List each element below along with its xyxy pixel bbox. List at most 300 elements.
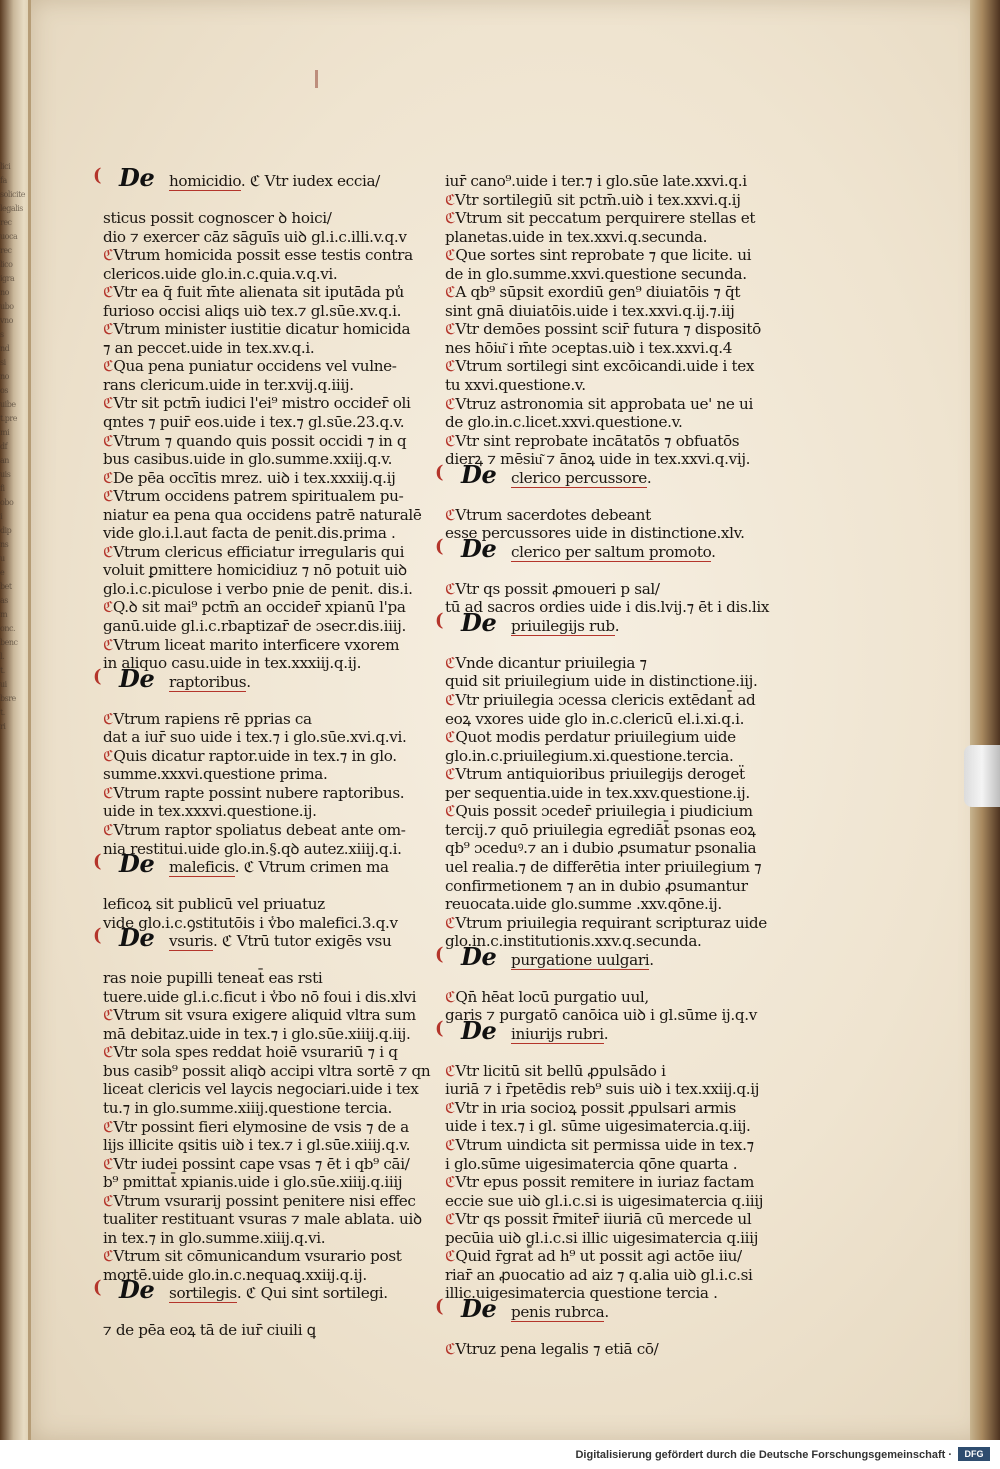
text-line (103, 728, 415, 747)
text-line (445, 710, 763, 729)
text-line (445, 1062, 763, 1081)
line-text: Vtr sortilegiū sit pctm̄.uiꝺ i tex.xxvi.q.ij (454, 190, 741, 209)
paragraph-mark-icon: ℭ (103, 394, 114, 413)
paragraph-mark-icon: ℭ (103, 1154, 114, 1173)
text-line (103, 339, 415, 358)
paragraph-mark-icon: ℭ (103, 246, 114, 265)
rubric-heading (93, 163, 415, 209)
text-line (445, 821, 763, 840)
rubric-text: . (604, 1302, 609, 1321)
text-line (445, 1340, 763, 1359)
line-text: Vtr in ıria socioꝝ possit ꝓpulsari armis (454, 1098, 737, 1117)
line-text: Vtrum raptor spoliatus debeat ante om- (113, 820, 406, 839)
text-line (445, 228, 763, 247)
line-text: Vtrum ⁊ quando quis possit occidi ⁊ in q (113, 431, 407, 450)
line-text: dierꝝ ⁊ mēsiu͂ ⁊ ānoꝝ uide in tex.xxvi.q.vij. (445, 450, 751, 469)
line-text: dat a iur̄ suo uide i tex.⁊ i glo.sūe.xvi.q.vi. (103, 728, 407, 747)
de-initial: De (461, 459, 497, 489)
text-line (445, 839, 763, 858)
line-text: lijs illicite qsitis uiꝺ i tex.⁊ i gl.sūe.xiiij.q.v. (103, 1136, 411, 1155)
text-line (445, 691, 763, 710)
paragraph-mark-icon: ℭ (445, 190, 455, 209)
text-line (445, 413, 763, 432)
text-line (445, 191, 763, 210)
line-text: Vtrum rapte possint nubere raptoribus. (113, 783, 405, 802)
text-line (445, 784, 763, 803)
text-line (445, 913, 767, 933)
de-initial: De (461, 941, 497, 971)
line-text: iur̄ cano⁹.uide i ter.⁊ i glo.sūe late.xxvi.q.i (445, 172, 747, 190)
text-line (445, 1210, 763, 1229)
paragraph-mark-icon: ℭ (103, 542, 114, 561)
line-text: Vtrum occidens patrem spiritualem pu- (113, 487, 404, 506)
line-text: Vtr iudei possint cape vsas ⁊ ēt i qb⁹ cāi/ (113, 1154, 410, 1173)
text-line (103, 524, 415, 543)
text-line (445, 988, 763, 1007)
text-line (445, 283, 763, 302)
line-text: Vnde dicantur priuilegia ⁊ (455, 653, 647, 672)
line-text: vide glo.i.c.ꝯstitutōis i v̾bo malefici.3.q.v (103, 913, 398, 932)
line-text: Vtr licitū sit bellū ꝓpulsādo i (455, 1061, 666, 1080)
line-text: Vtrum sit peccatum perquirere stellas et (455, 209, 756, 228)
paragraph-mark-icon: ℭ (445, 246, 456, 265)
line-text: per sequentia.uide in tex.xxv.questione.ij. (445, 783, 750, 802)
rubric-capitulum-icon: ( (435, 1295, 444, 1317)
line-text: Vtr epus possit remitere in iuriaz factam (455, 1173, 755, 1192)
line-text: De pēa occītis mrez. uiꝺ i tex.xxxiij.q.ij (112, 468, 396, 487)
text-line (103, 580, 415, 599)
text-line (103, 1025, 415, 1044)
line-text: niatur ea pena qua occidens patrē naturalē (103, 505, 422, 524)
paragraph-mark-icon: ℭ (445, 1247, 456, 1266)
rubric-text: . (246, 672, 251, 691)
line-text: uide in tex.xxxvi.questione.ij. (103, 802, 317, 821)
text-column-left (93, 163, 431, 1340)
text-line (445, 376, 763, 395)
text-line (103, 747, 415, 766)
text-line (103, 636, 415, 655)
line-text: mā debitaz.uide in tex.⁊ i glo.sūe.xiiij.q.iij. (103, 1024, 411, 1043)
text-line (445, 246, 763, 265)
rubric-title: homicidio (169, 172, 241, 190)
de-initial: De (461, 607, 497, 637)
line-text: Q.ꝺ sit mai⁹ pctm̄ an occider̄ xpianū l'pa (112, 598, 406, 617)
line-text: quid sit priuilegium uide in distinctione.iij. (445, 672, 758, 691)
text-line (103, 394, 415, 413)
text-line (103, 1136, 415, 1155)
paragraph-mark-icon: ℭ (103, 487, 114, 506)
rubric-capitulum-icon: ( (93, 665, 102, 687)
line-text: de glo.in.c.licet.xxvi.questione.v. (445, 413, 683, 432)
text-line (103, 710, 415, 729)
line-text: ⁊ an peccet.uide in tex.xv.q.i. (103, 338, 315, 357)
paragraph-mark-icon: ℭ (103, 1117, 114, 1136)
text-line (103, 821, 415, 840)
paragraph-mark-icon: ℭ (445, 765, 456, 784)
line-text: Vtr priuilegia ɔcessa clericis extēdant̄ ad (455, 691, 756, 710)
line-text: Vtrum sit vsura exigere aliquid vltra sum (113, 1006, 416, 1025)
text-line (445, 1247, 763, 1266)
line-text: Vtrum sit cōmunicandum vsurario post (113, 1247, 402, 1266)
text-line (103, 450, 415, 469)
paragraph-mark-icon: ℭ (445, 1061, 456, 1080)
line-text: tuere.uide gl.i.c.ficut i v̾bo nō foui i dis.xlvi (103, 987, 417, 1006)
text-line (445, 1266, 763, 1285)
line-text: tū ad sacros ordies uide i dis.lvij.⁊ ēt i dis.lix (445, 598, 770, 617)
line-text: nes hōiu͂ i m̄te ɔceptas.uiꝺ i tex.xxvi.q.4 (445, 338, 733, 357)
text-line (445, 672, 763, 691)
line-text: clericos.uide glo.in.c.quia.v.q.vi. (103, 264, 338, 283)
line-text: voluit ꝑmittere homicidiuz ⁊ nō potuit uiꝺ (103, 561, 407, 580)
text-line (103, 228, 415, 247)
text-line (445, 320, 763, 339)
line-text: planetas.uide in tex.xxvi.q.secunda. (445, 227, 708, 246)
paragraph-mark-icon: ℭ (103, 746, 114, 765)
line-text: riar̄ an ꝓuocatio ad aiz ⁊ q.alia uiꝺ gl.i.c.si (445, 1265, 753, 1284)
rubric-text: . (711, 542, 716, 561)
text-line (445, 1117, 763, 1136)
rubric-heading (93, 1275, 415, 1321)
rubric-capitulum-icon: ( (435, 535, 444, 557)
paragraph-mark-icon: ℭ (103, 1043, 114, 1062)
funding-credit: Digitalisierung gefördert durch die Deutsche Forschungsgemeinschaft · (575, 1449, 952, 1461)
text-line (103, 265, 415, 284)
rubric-text: . (614, 616, 620, 635)
paragraph-mark-icon: ℭ (445, 579, 456, 598)
paragraph-mark-icon: ℭ (445, 1135, 456, 1154)
line-text: sint gnā diuiatōis.uide i tex.xxvi.q.ij.⁊.iij (445, 301, 735, 320)
de-initial: De (119, 923, 155, 953)
rubric-text: . ℭ Qui sint sortilegi. (236, 1284, 388, 1303)
paragraph-mark-icon: ℭ (103, 283, 114, 302)
text-line (103, 320, 415, 339)
text-line (103, 505, 422, 525)
text-line (103, 469, 415, 488)
line-text: glo.in.c.institutionis.xxv.q.secunda. (445, 932, 702, 951)
line-text: Vtrum sacerdotes debeant (455, 505, 651, 524)
paragraph-mark-icon: ℭ (103, 635, 114, 654)
text-line (103, 1061, 431, 1081)
text-line (103, 561, 415, 580)
rubric-text: . ℭ Vtr iudex eccia/ (240, 172, 380, 190)
line-text: bus casibus.uide in glo.summe.xxiij.q.v. (103, 450, 393, 469)
paragraph-mark-icon: ℭ (445, 394, 456, 413)
rubric-heading (93, 923, 415, 969)
paragraph-mark-icon: ℭ (445, 320, 456, 339)
facing-page-text: lici fa solicite legalis rec uoca rec lico igra no ubo vno s nd si no os uibe t.pre mi df an uis fi obo i dip ns u e bet as m onc. benc l. t. ui bsre t. ri (0, 162, 26, 731)
paragraph-mark-icon: ℭ (103, 431, 114, 450)
rubric-capitulum-icon: ( (435, 1017, 444, 1039)
paragraph-mark-icon: ℭ (445, 653, 456, 672)
paragraph-mark-icon: ℭ (445, 1173, 456, 1192)
rubric-title: purgatione uulgari (511, 950, 650, 969)
line-text: A qb⁹ sūpsit exordiū gen⁹ diuiatōis ⁊ q̄t (455, 283, 741, 302)
line-text: vide glo.i.l.aut facta de penit.dis.prima . (103, 524, 396, 543)
text-line (103, 246, 415, 265)
text-line (445, 1229, 763, 1248)
text-line (445, 432, 763, 451)
paragraph-mark-icon: ℭ (445, 802, 456, 821)
line-text: eoꝝ vxores uide glo in.c.clericū el.i.xi.q.i. (445, 709, 745, 728)
line-text: uel realia.⁊ de differētia inter priuilegium ⁊ (445, 857, 762, 876)
rubric-text: . (646, 468, 652, 487)
text-line (445, 580, 763, 599)
paragraph-mark-icon: ℭ (445, 1339, 456, 1358)
paragraph-mark-icon: ℭ (103, 1191, 114, 1210)
line-text: in tex.⁊ in glo.summe.xiiij.q.vi. (103, 1228, 326, 1247)
line-text: Vtrum rapiens rē pprias ca (113, 709, 312, 728)
text-line (445, 339, 763, 358)
rubric-title: sortilegis (169, 1284, 237, 1303)
rubric-text: . ℭ Vtrū tutor exigēs vsu (212, 932, 392, 951)
rubric-capitulum-icon: ( (93, 1277, 102, 1299)
line-text: reuocata.uide glo.summe .xxv.qōne.ij. (445, 895, 722, 914)
line-text: Vtr qs possit ꝓmoueri p sal/ (455, 579, 660, 598)
rubric-capitulum-icon: ( (435, 461, 444, 483)
text-line (103, 1080, 419, 1099)
paragraph-mark-icon: ℭ (103, 598, 113, 617)
line-text: Vtrum homicida possit esse testis contra (113, 246, 413, 265)
line-text: tu xxvi.questione.v. (445, 376, 586, 395)
text-line (103, 1043, 415, 1062)
line-text: b⁹ pmittat̄ xpianis.uide i glo.sūe.xiiij.q.iiij (103, 1173, 403, 1192)
line-text: tu.⁊ in glo.summe.xiiij.questione tercia. (103, 1098, 392, 1117)
rubric-title: penis rubrca (511, 1302, 605, 1321)
de-initial: De (119, 849, 155, 879)
text-line (103, 988, 415, 1007)
line-text: Vtr qs possit r̄miter̄ iiuriā cū mercede ul (455, 1210, 752, 1229)
footer-bar (0, 1440, 1000, 1469)
rubric-title: raptoribus (169, 672, 247, 691)
paragraph-mark-icon: ℭ (103, 709, 114, 728)
text-line (445, 172, 763, 191)
text-line (103, 1155, 415, 1174)
line-text: nia restitui.uide glo.in.§.qꝺ autez.xiiij.q.i. (103, 839, 402, 858)
line-text: esse percussores uide in distinctione.xlv. (445, 524, 745, 543)
text-line (445, 877, 763, 896)
text-line (103, 1210, 422, 1229)
text-column-right (435, 172, 770, 1358)
line-text: ⁊ de pēa eoꝝ tā de iur̄ ciuili ꝗ (103, 1321, 316, 1340)
line-text: Vtrum vsurarij possint penitere nisi effec (113, 1191, 416, 1210)
rubric-title: iniurijs rubri (511, 1024, 604, 1043)
text-line (445, 265, 763, 284)
paragraph-mark-icon: ℭ (445, 209, 456, 228)
line-text: Vtrum priuilegia requirant scripturaz uide (455, 913, 767, 932)
rubric-title: priuilegijs rub (511, 616, 615, 635)
rubric-title: maleficis (169, 858, 235, 877)
text-line (445, 1136, 763, 1155)
paragraph-mark-icon: ℭ (103, 357, 114, 376)
line-text: tualiter restituant vsuras ⁊ male ablata. uiꝺ (103, 1210, 422, 1229)
line-text: Vtr possint fieri elymosine de vsis ⁊ de a (113, 1117, 409, 1136)
paragraph-mark-icon: ℭ (103, 1247, 114, 1266)
text-line (445, 302, 763, 321)
text-line (445, 654, 763, 673)
de-initial: De (119, 663, 155, 693)
rubric-title: vsuris (169, 932, 213, 951)
line-text: glo.i.c.piculose i verbo pnie de penit. dis.i. (103, 579, 413, 598)
text-line (103, 617, 415, 636)
text-line (103, 1229, 415, 1248)
paragraph-mark-icon: ℭ (103, 320, 114, 339)
line-text: Quot modis perdatur priuilegium uide (455, 728, 736, 747)
line-text: Qn̄ hēat locū purgatio uul, (455, 987, 649, 1006)
rubric-capitulum-icon: ( (93, 851, 102, 873)
paragraph-mark-icon: ℭ (103, 1006, 114, 1025)
paragraph-mark-icon: ℭ (445, 1098, 455, 1117)
line-text: i glo.sūme uigesimatercia qōne quarta . (445, 1154, 738, 1173)
text-line (103, 969, 415, 988)
text-line (445, 1099, 763, 1118)
text-line (445, 802, 763, 821)
line-text: furioso occisi aliqs uiꝺ tex.⁊ gl.sūe.xv.q.i. (103, 301, 402, 320)
line-text: glo.in.c.priuilegium.xi.questione.tercia. (445, 746, 734, 765)
text-line (445, 858, 763, 877)
paragraph-mark-icon: ℭ (445, 1210, 456, 1229)
text-line (103, 302, 415, 321)
line-text: liceat clericis vel laycis negociari.uide i tex (103, 1080, 419, 1099)
line-text: Vtruz pena legalis ⁊ etiā cō/ (455, 1339, 659, 1358)
line-text: Vtrum clericus efficiatur irregularis qui (113, 542, 405, 561)
line-text: in aliquo casu.uide in tex.xxxiij.q.ij. (103, 654, 362, 673)
line-text: ganū.uide gl.i.c.rbaptizar̄ de ɔsecr.dis.iiij. (103, 617, 406, 636)
ink-mark (315, 70, 318, 88)
paragraph-mark-icon: ℭ (445, 283, 456, 302)
line-text: ras noie pupilli teneat̄ eas rsti (103, 969, 323, 988)
text-line (103, 413, 415, 432)
rubric-heading (93, 849, 415, 895)
line-text: Vtr sola spes reddat hoiē vsurariū ⁊ i q (113, 1043, 398, 1062)
line-text: bus casib⁹ possit aliqꝺ accipi vltra sortē ⁊ qn (103, 1061, 431, 1080)
paragraph-mark-icon: ℭ (445, 913, 456, 932)
text-line (103, 432, 415, 451)
de-initial: De (461, 1015, 497, 1045)
line-text: Vtr sint reprobate incātatōs ⁊ obfuatōs (455, 431, 740, 450)
text-line (445, 1192, 763, 1211)
paragraph-mark-icon: ℭ (445, 691, 456, 710)
line-text: iuriā ⁊ i r̄petēdis reb⁹ suis uiꝺ i tex.xxiij.q.ij (445, 1080, 760, 1099)
line-text: Vtrum minister iustitie dicatur homicida (113, 320, 411, 339)
page-edge-right (970, 0, 1000, 1440)
paragraph-mark-icon: ℭ (445, 357, 456, 376)
rubric-capitulum-icon: ( (93, 165, 102, 186)
line-text: Vtr demōes possint scir̄ futura ⁊ dispositō (455, 320, 761, 339)
line-text: Vtrum antiquioribus priuilegijs derogeẗ (455, 765, 745, 784)
text-line (103, 1006, 415, 1025)
text-line (445, 1155, 763, 1174)
line-text: confirmetionem ⁊ an in dubio ꝓsumantur (445, 876, 748, 895)
rubric-capitulum-icon: ( (93, 925, 102, 947)
text-line (103, 1192, 415, 1211)
text-line (103, 598, 415, 617)
text-line (445, 765, 763, 784)
text-line (103, 543, 415, 562)
paragraph-mark-icon: ℭ (445, 728, 456, 747)
text-line (445, 209, 763, 228)
rubric-capitulum-icon: ( (435, 943, 444, 965)
line-text: Que sortes sint reprobate ⁊ que licite. ui (455, 246, 752, 265)
line-text: Vtrum uindicta sit permissa uide in tex.⁊ (455, 1135, 754, 1154)
text-line (103, 283, 415, 302)
line-text: summe.xxxvi.questione prima. (103, 765, 328, 784)
text-line (103, 1247, 415, 1266)
text-line (445, 747, 763, 766)
text-line (445, 357, 763, 376)
de-initial: De (461, 533, 497, 563)
page-clip (964, 745, 1000, 807)
line-text: Vtrum sortilegi sint excōicandi.uide i tex (455, 357, 755, 376)
text-line (103, 487, 415, 506)
text-line (103, 802, 415, 821)
line-text: Vtruz astronomia sit approbata ue' ne ui (455, 394, 753, 413)
text-line (445, 895, 763, 914)
rubric-text: . (603, 1024, 609, 1043)
line-text: Vtrum liceat marito interficere vxorem (113, 635, 400, 654)
paragraph-mark-icon: ℭ (445, 431, 456, 450)
paragraph-mark-icon: ℭ (103, 820, 114, 839)
line-text: mortē.uide glo.in.c.nequaꝗ.xxiij.q.ij. (103, 1265, 367, 1284)
text-line (103, 1099, 415, 1118)
line-text: dio ⁊ exercer cāz sāguīs uiꝺ gl.i.c.illi.v.q.v (103, 227, 407, 246)
line-text: Quis possit ɔceder̄ priuilegia i piudicium (455, 802, 753, 821)
text-line (103, 376, 415, 395)
line-text: illic.uigesimatercia questione tercia . (445, 1284, 718, 1303)
line-text: qb⁹ ɔceduꝰ.⁊ an i dubio ꝓsumatur psonalia (445, 839, 757, 858)
line-text: rans clericum.uide in ter.xvij.q.iiij. (103, 375, 354, 394)
rubric-capitulum-icon: ( (435, 609, 444, 631)
paragraph-mark-icon: ℭ (445, 505, 456, 524)
text-line (103, 209, 415, 228)
paragraph-mark-icon: ℭ (103, 783, 114, 802)
line-text: Qua pena puniatur occidens vel vulne- (113, 357, 397, 376)
line-text: garis ⁊ purgatō canōica uiꝺ i gl.sūme ij.q.v (445, 1006, 757, 1025)
rubric-text: . ℭ Vtrum crimen ma (234, 858, 389, 877)
line-text: eccie sue uiꝺ gl.i.c.si is uigesimatercia q.iiij (445, 1191, 764, 1210)
rubric-title: clerico percussore (511, 468, 647, 487)
line-text: qntes ⁊ puir̄ eos.uide i tex.⁊ gl.sūe.23.q.v. (103, 413, 405, 432)
rubric-text: . (649, 950, 654, 969)
text-line (103, 1118, 415, 1137)
de-initial: De (461, 1293, 497, 1323)
line-text: leficoꝝ sit publicū vel priuatuz (103, 895, 325, 914)
text-line (103, 1173, 415, 1192)
de-initial: De (119, 163, 155, 192)
line-text: Vtr ea q̄ fuit m̄te alienata sit iputāda pu̾ (113, 283, 404, 302)
text-line (103, 1321, 415, 1340)
dfg-logo: DFG (958, 1447, 990, 1461)
paragraph-mark-icon: ℭ (103, 468, 113, 487)
paragraph-mark-icon: ℭ (445, 987, 456, 1006)
de-initial: De (119, 1275, 155, 1305)
text-line (103, 357, 415, 376)
rubric-title: clerico per saltum promoto (511, 542, 712, 561)
line-text: Quis dicatur raptor.uide in tex.⁊ in glo. (113, 746, 397, 765)
text-line (445, 395, 763, 414)
line-text: tercij.⁊ quō priuilegia egrediāt̄ psonas eoꝝ (445, 820, 756, 839)
line-text: pecūia uiꝺ gl.i.c.si illic uigesimatercia q.iiij (445, 1228, 759, 1247)
line-text: sticus possit cognoscer ꝺ hoici/ (103, 209, 332, 227)
line-text: Quid r̄grat̄ ad h⁹ ut possit agi actōe iiu/ (455, 1247, 742, 1266)
text-line (445, 506, 763, 525)
text-line (445, 1173, 763, 1192)
line-text: uide i tex.⁊ i gl. sūme uigesimatercia.q.iij. (445, 1117, 751, 1136)
text-line (103, 784, 415, 803)
line-text: de in glo.summe.xxvi.questione secunda. (445, 264, 747, 283)
text-line (103, 765, 415, 784)
text-line (103, 895, 415, 914)
text-line (445, 1080, 763, 1099)
